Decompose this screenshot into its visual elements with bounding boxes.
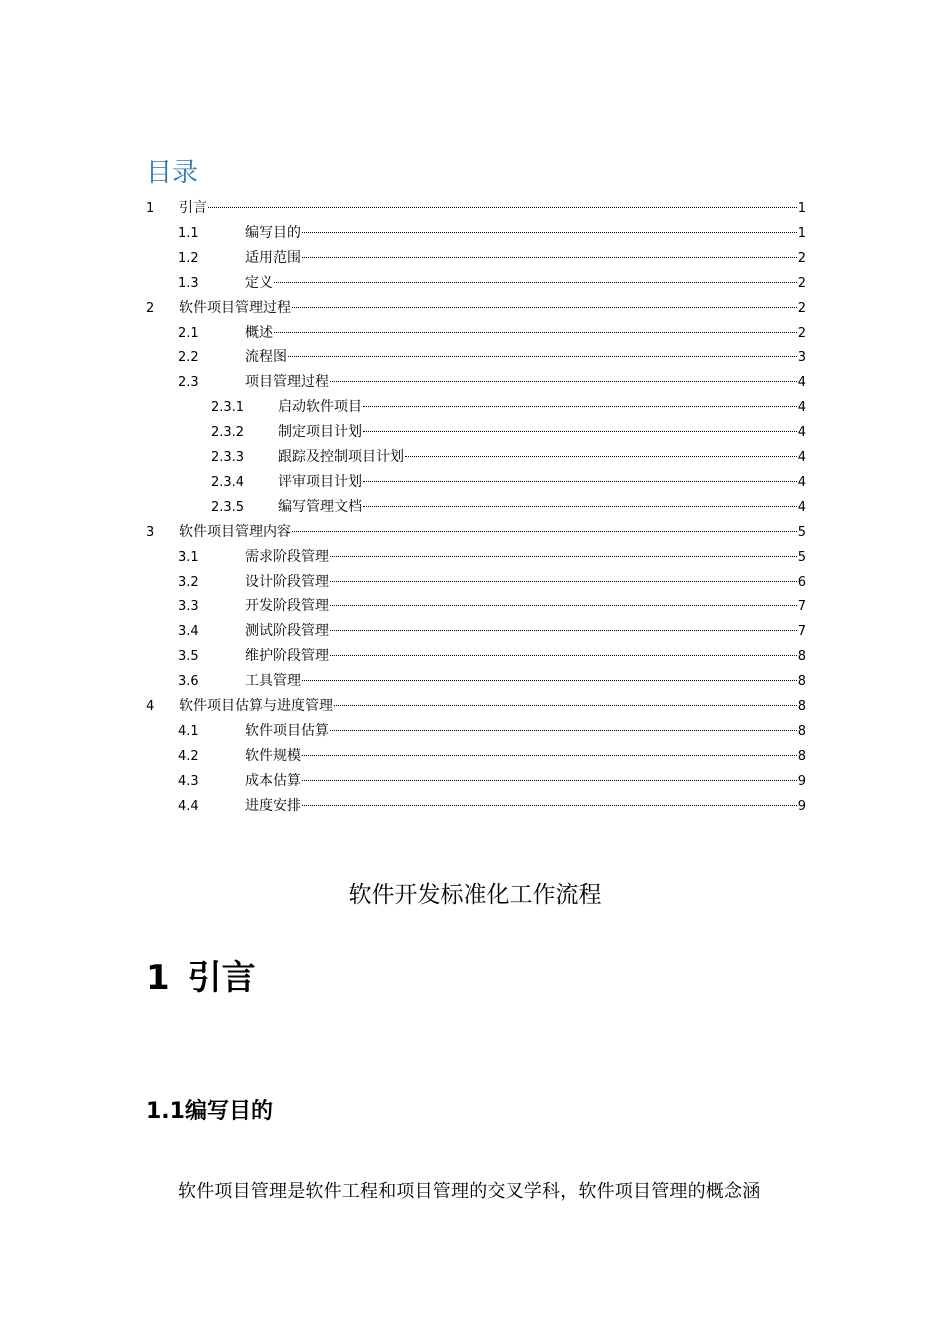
toc-entry-label: 流程图 <box>245 349 287 366</box>
toc-entry-page: 4 <box>797 474 806 490</box>
toc-dot-leader <box>288 356 797 357</box>
toc-entry-page: 2 <box>797 275 806 291</box>
toc-entry-label: 工具管理 <box>245 673 301 690</box>
toc-entry[interactable] <box>178 545 806 569</box>
toc-entry-number: 2.1 <box>178 325 199 341</box>
toc-entry-label: 维护阶段管理 <box>245 648 329 665</box>
toc-entry[interactable] <box>178 221 806 245</box>
toc-entry-page: 2 <box>797 300 806 316</box>
toc-entry-number: 1.1 <box>178 225 199 241</box>
toc-entry-number: 2.3.3 <box>211 450 245 465</box>
toc-entry-number: 3.2 <box>178 574 199 590</box>
toc-entry-page: 7 <box>797 599 806 615</box>
toc-entry[interactable] <box>178 594 806 618</box>
toc-entry[interactable] <box>178 769 806 793</box>
toc-entry-number: 3 <box>146 524 155 540</box>
toc-title: 目录 <box>146 158 199 188</box>
toc-entry-page: 4 <box>797 425 806 441</box>
toc-dot-leader <box>330 381 797 382</box>
toc-entry-number: 2.3.5 <box>211 499 245 515</box>
toc-entry[interactable] <box>211 395 806 419</box>
toc-entry-label: 软件项目管理内容 <box>179 523 291 540</box>
toc-entry[interactable] <box>146 520 806 544</box>
toc-dot-leader <box>363 431 797 432</box>
toc-dot-leader <box>302 680 797 681</box>
toc-entry[interactable] <box>211 420 806 444</box>
toc-entry[interactable] <box>211 495 806 519</box>
toc-entry-number: 1.2 <box>178 250 199 266</box>
toc-entry[interactable] <box>178 271 806 295</box>
toc-dot-leader <box>330 605 797 606</box>
toc-entry-label: 编写管理文档 <box>278 498 362 515</box>
toc-dot-leader <box>302 257 797 258</box>
toc-dot-leader <box>208 207 797 208</box>
toc-entry-label: 引言 <box>179 200 207 216</box>
toc-entry-page: 2 <box>797 325 806 341</box>
toc-dot-leader <box>363 481 797 482</box>
toc-entry-page: 5 <box>797 549 806 565</box>
toc-entry-number: 3.4 <box>178 624 199 640</box>
toc-entry-label: 测试阶段管理 <box>245 623 329 640</box>
toc-entry[interactable] <box>178 570 806 594</box>
toc-entry-label: 开发阶段管理 <box>245 598 329 615</box>
toc-entry-page: 7 <box>797 624 806 640</box>
toc-entry-page: 4 <box>797 375 806 391</box>
toc-dot-leader <box>330 630 797 631</box>
toc-dot-leader <box>274 282 797 283</box>
toc-entry-number: 4.2 <box>178 748 199 764</box>
toc-entry-label: 编写目的 <box>245 224 301 241</box>
toc-entry-label: 软件项目估算 <box>245 722 329 739</box>
toc-entry[interactable] <box>211 445 806 469</box>
heading-1-number: 1 <box>146 958 170 998</box>
toc-entry-label: 概述 <box>245 324 273 341</box>
toc-entry[interactable] <box>178 246 806 270</box>
toc-entry-label: 成本估算 <box>245 772 301 789</box>
toc-entry-number: 2.3.2 <box>211 425 245 441</box>
toc-entry-label: 软件规模 <box>245 747 301 764</box>
toc-entry[interactable] <box>211 470 806 494</box>
toc-entry-page: 6 <box>797 574 806 590</box>
toc-dot-leader <box>363 406 797 407</box>
toc-dot-leader <box>334 705 797 706</box>
heading-1-text: 引言 <box>187 958 256 998</box>
toc-entry[interactable] <box>146 196 806 220</box>
toc-entry[interactable] <box>178 644 806 668</box>
toc-entry-label: 设计阶段管理 <box>245 573 329 590</box>
toc-entry-number: 3.1 <box>178 549 199 565</box>
toc-entry-label: 启动软件项目 <box>278 399 362 416</box>
toc-dot-leader <box>302 232 797 233</box>
toc-dot-leader <box>292 307 797 308</box>
toc-entry-number: 1.3 <box>178 275 199 291</box>
toc-dot-leader <box>302 780 797 781</box>
toc-entry-number: 3.3 <box>178 599 199 615</box>
toc-entry-page: 8 <box>797 649 806 665</box>
toc-entry-number: 1 <box>146 201 155 216</box>
toc-entry[interactable] <box>178 321 806 345</box>
toc-entry-page: 9 <box>797 773 806 789</box>
toc-entry-page: 8 <box>797 723 806 739</box>
toc-entry-page: 1 <box>797 225 806 241</box>
toc-entry-number: 4.4 <box>178 798 199 814</box>
toc-entry-label: 项目管理过程 <box>245 374 329 391</box>
toc-entry-page: 4 <box>797 450 806 465</box>
toc-entry[interactable] <box>178 719 806 743</box>
toc-entry-number: 2.2 <box>178 350 199 366</box>
toc-entry-label: 跟踪及控制项目计划 <box>278 449 404 465</box>
toc-entry-number: 3.5 <box>178 649 199 665</box>
toc-entry-page: 8 <box>797 748 806 764</box>
toc-entry-label: 软件项目管理过程 <box>179 299 291 316</box>
toc-entry-label: 制定项目计划 <box>278 424 362 441</box>
toc-entry-page: 5 <box>797 524 806 540</box>
toc-dot-leader <box>292 531 797 532</box>
toc-entry-number: 2.3.4 <box>211 474 245 490</box>
toc-entry-number: 2.3 <box>178 375 199 391</box>
document-title: 软件开发标准化工作流程 <box>348 882 602 908</box>
toc-entry-number: 4.1 <box>178 723 199 739</box>
heading-1 <box>146 950 256 999</box>
toc-entry-page: 8 <box>797 699 806 714</box>
toc-entry[interactable] <box>178 744 806 768</box>
toc-dot-leader <box>330 556 797 557</box>
toc-entry-page: 9 <box>797 798 806 814</box>
toc-entry-label: 评审项目计划 <box>278 473 362 490</box>
toc-entry-page: 2 <box>797 250 806 266</box>
toc-dot-leader <box>330 581 797 582</box>
toc-entry-number: 3.6 <box>178 674 199 690</box>
toc-entry[interactable] <box>178 370 806 394</box>
toc-entry-label: 进度安排 <box>245 797 301 814</box>
toc-entry-label: 软件项目估算与进度管理 <box>179 698 333 714</box>
toc-entry[interactable] <box>178 669 806 693</box>
toc-dot-leader <box>405 456 797 457</box>
toc-entry-label: 适用范围 <box>245 249 301 266</box>
toc-entry-number: 2 <box>146 300 155 316</box>
toc-entry-page: 8 <box>797 674 806 690</box>
toc-dot-leader <box>274 332 797 333</box>
toc-entry[interactable] <box>178 345 806 369</box>
toc-dot-leader <box>302 755 797 756</box>
body-paragraph: 软件项目管理是软件工程和项目管理的交叉学科，软件项目管理的概念涵 <box>178 1181 761 1202</box>
toc-entry-number: 4 <box>146 699 155 714</box>
toc-entry-label: 定义 <box>245 274 273 291</box>
toc-entry[interactable] <box>146 694 806 718</box>
toc-entry-page: 4 <box>797 499 806 515</box>
toc-dot-leader <box>363 506 797 507</box>
toc-entry[interactable] <box>178 619 806 643</box>
toc-entry-number: 4.3 <box>178 773 199 789</box>
toc-dot-leader <box>330 655 797 656</box>
toc-entry-label: 需求阶段管理 <box>245 548 329 565</box>
toc-dot-leader <box>302 805 797 806</box>
toc-entry[interactable] <box>178 794 806 818</box>
toc-dot-leader <box>330 730 797 731</box>
toc-entry-page: 4 <box>797 400 806 416</box>
toc-entry-page: 1 <box>797 201 806 216</box>
toc-entry-page: 3 <box>797 350 806 366</box>
heading-2: 1.1编写目的 <box>146 1099 273 1124</box>
toc-entry[interactable] <box>146 296 806 320</box>
toc-entry-number: 2.3.1 <box>211 400 245 416</box>
